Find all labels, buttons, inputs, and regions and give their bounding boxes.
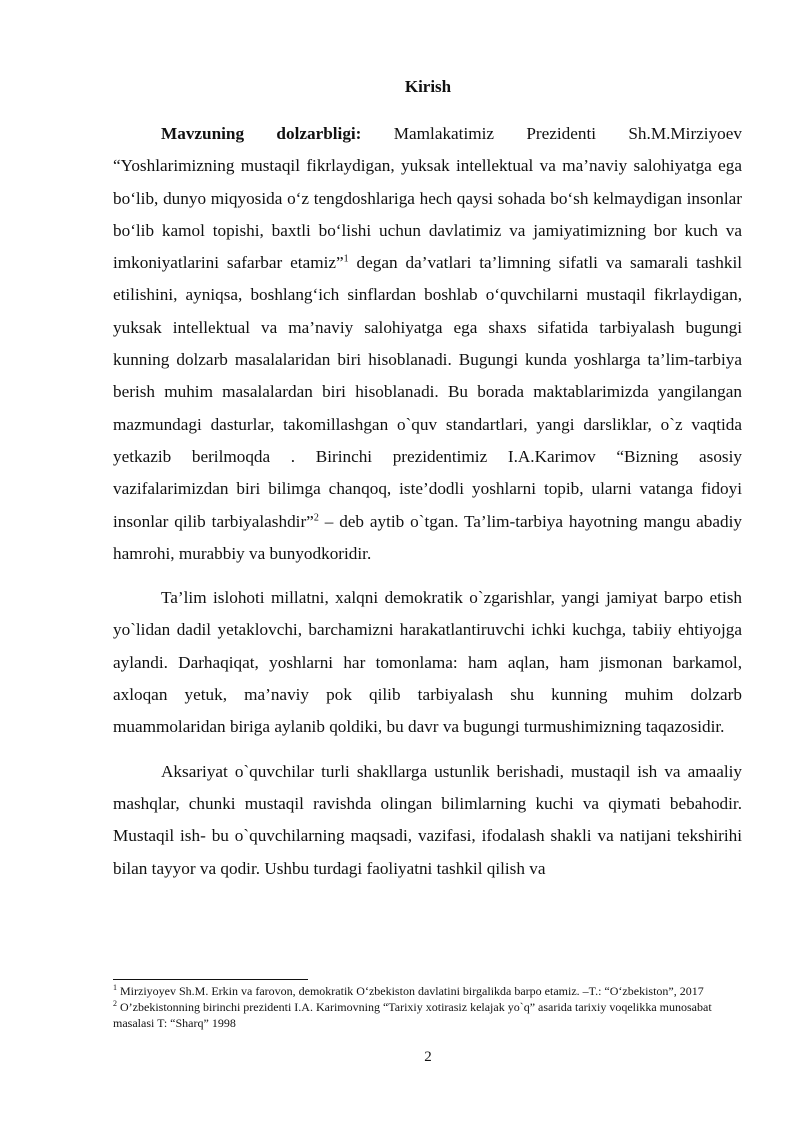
footnote-item	[113, 984, 742, 1000]
paragraph-relevance	[113, 118, 742, 570]
footnote-mark: 2	[113, 998, 117, 1008]
footnote-reference: 2	[313, 511, 319, 523]
page-number: 2	[424, 1049, 432, 1065]
footnote-text: O’zbekistonning birinchi prezidenti I.A. Karimovning “Tarixiy xotirasiz kelajak yo`q” asarida tarixiy voqelikka munosabat masalasi T: “Sharq” 1998	[113, 999, 712, 1030]
paragraph-text-part: – deb aytib o`tgan. Ta’lim-tarbiya hayotning mangu abadiy hamrohi, murabbiy va bunyodkoridir.	[113, 511, 742, 563]
footnotes	[113, 984, 742, 1031]
footnote-reference: 1	[343, 253, 349, 265]
page-title: Kirish	[404, 77, 452, 96]
footnote-item	[113, 1000, 742, 1032]
paragraph-text-part: Mamlakatimiz Prezidenti Sh.M.Mirziyoev “Yoshlarimizning mustaqil fikrlaydigan, yuksak intellektual va ma’naviy salohiyatga ega bo‘lib, dunyo miqyosida o‘z tengdoshlariga hech qaysi sohada bo‘sh kelmaydigan insonlar bo‘lib kamol topishi, baxtli bo‘lishi uchun davlatimiz va jamiyatimizning bor kuch va imkoniyatlarini safarbar etamiz”	[113, 124, 742, 273]
paragraph-education-reform: Ta’lim islohoti millatni, xalqni demokratik o`zgarishlar, yangi jamiyat barpo etish yo`lidan dadil yetaklovchi, barchamizni harakatlantiruvchi ichki kuchga, tabiiy ehtiyojga aylandi. Darhaqiqat, yoshlarni har tomonlama: ham aqlan, ham jismonan barkamol, axloqan yetuk, ma’naviy pok qilib tarbiyalash shu kunning muhim dolzarb muammolaridan biriga aylanib qoldiki, bu davr va bugungi turmushimizning taqazosidir.	[113, 588, 742, 737]
paragraph-lead: Mavzuning dolzarbligi:	[161, 124, 362, 143]
footnote-text: Mirziyoyev Sh.M. Erkin va farovon, demokratik O‘zbekiston davlatini birgalikda barpo etamiz. –T.: “O‘zbekiston”, 2017	[117, 984, 704, 998]
body-text	[113, 118, 742, 885]
footnote-mark: 1	[113, 983, 117, 992]
footnote-separator	[113, 979, 308, 980]
paragraph-independent-work: Aksariyat o`quvchilar turli shakllarga ustunlik berishadi, mustaqil ish va amaaliy mashqlar, chunki mustaqil ravishda olingan bilimlarning kuchi va qiymati bebahodir. Mustaqil ish- bu o`quvchilarning maqsadi, vazifasi, ifodalash shakli va natijani tekshirihi bilan tayyor va qodir. Ushbu turdagi faoliyatni tashkil qilish va	[113, 761, 742, 878]
paragraph-text-part: degan da’vatlari ta’limning sifatli va samarali tashkil etilishini, ayniqsa, boshlang‘ich sinflardan boshlab o‘quvchilarni mustaqil fikrlaydigan, yuksak intellektual va ma’naviy salohiyatga ega shaxs sifatida tarbiyalash bugungi kunning dolzarb masalalaridan biri hisoblanadi. Bugungi kunda yoshlarga ta’lim-tarbiya berish muhim masalalardan biri hisoblanadi. Bu borada maktablarimizda yangilangan mazmundagi dasturlar, takomillashgan o`quv standartlari, yangi darsliklar, o`z vaqtida yetkazib berilmoqda . Birinchi prezidentimiz I.A.Karimov “Bizning asosiy vazifalarimizdan biri bilimga chanqoq, iste’dodli yoshlarni topib, ularni vatanga fidoyi insonlar qilib tarbiyalashdir”	[113, 253, 742, 531]
